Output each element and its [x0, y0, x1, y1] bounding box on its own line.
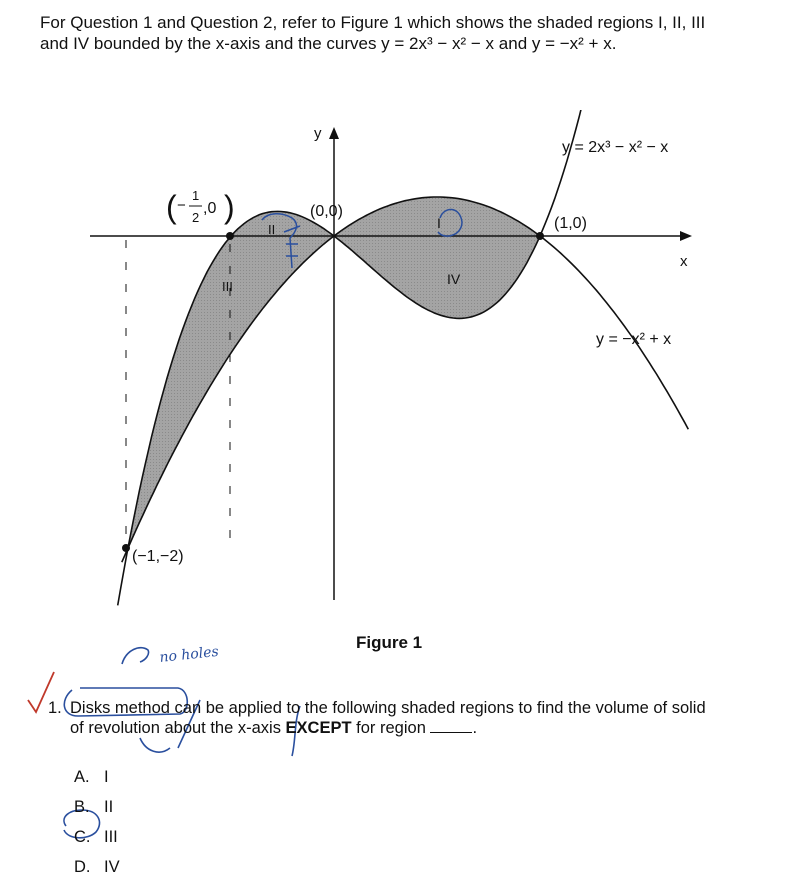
region-I-label: I: [437, 215, 441, 231]
x-axis-arrow: [680, 231, 692, 241]
fraction-denominator: 2: [192, 210, 200, 225]
choice-text: IV: [104, 858, 120, 876]
svg-text:(: (: [166, 189, 177, 225]
question-end: .: [472, 719, 478, 737]
svg-text:−: −: [177, 197, 186, 214]
choice-text: I: [104, 768, 109, 786]
answer-blank[interactable]: [430, 718, 472, 733]
choice-a[interactable]: [74, 762, 120, 792]
fraction-numerator: 1: [192, 188, 200, 203]
question-except: EXCEPT: [285, 719, 352, 737]
handwritten-note: no holes: [158, 643, 220, 666]
choice-letter: A.: [74, 768, 90, 786]
question-text-part2b: for region: [351, 719, 431, 737]
figure-1: [0, 110, 795, 630]
region-IV-label: IV: [447, 271, 461, 287]
choice-b[interactable]: [74, 792, 120, 822]
intro-line-2: and IV bounded by the x-axis and the curves y = 2x³ − x² − x and y = −x² + x.: [40, 34, 617, 53]
region-III-label: III: [222, 279, 233, 294]
figure-caption: Figure 1: [356, 633, 423, 652]
curve-cubic-label: y = 2x³ − x² − x: [562, 139, 669, 156]
y-axis-arrow: [329, 127, 339, 139]
choice-d[interactable]: [74, 852, 120, 882]
curve-parabola-label: y = −x² + x: [596, 331, 672, 348]
choice-text: III: [104, 828, 118, 846]
fraction-rest: ,0: [203, 200, 217, 217]
choice-text: II: [104, 798, 114, 816]
point-one-label: (1,0): [554, 215, 587, 232]
choice-letter: B.: [74, 798, 90, 816]
point-neg-half: [226, 232, 234, 240]
choice-letter: C.: [74, 828, 91, 846]
choice-letter: D.: [74, 858, 91, 876]
x-axis-label: x: [680, 253, 688, 270]
point-origin-label: (0,0): [310, 203, 343, 220]
choice-c[interactable]: [74, 822, 120, 852]
point-neg-half-label: [166, 188, 235, 225]
question-1: [48, 698, 768, 738]
question-number: 1.: [48, 699, 62, 717]
point-neg-one: [122, 544, 130, 552]
intro-line-1: For Question 1 and Question 2, refer to Figure 1 which shows the shaded regions I, II, III: [40, 13, 706, 32]
y-axis-label: y: [314, 125, 322, 142]
answer-choices: [74, 762, 120, 882]
question-line-2: [48, 718, 768, 738]
region-II-label: II: [268, 222, 276, 237]
point-one: [536, 232, 544, 240]
question-text-part1: Disks method can be applied to the following shaded regions to find the volume of solid: [70, 699, 706, 717]
intro-text: [40, 12, 780, 54]
svg-text:): ): [224, 189, 235, 225]
question-text-part2a: of revolution about the x-axis: [70, 719, 286, 737]
point-neg-one-label: (−1,−2): [132, 548, 184, 565]
